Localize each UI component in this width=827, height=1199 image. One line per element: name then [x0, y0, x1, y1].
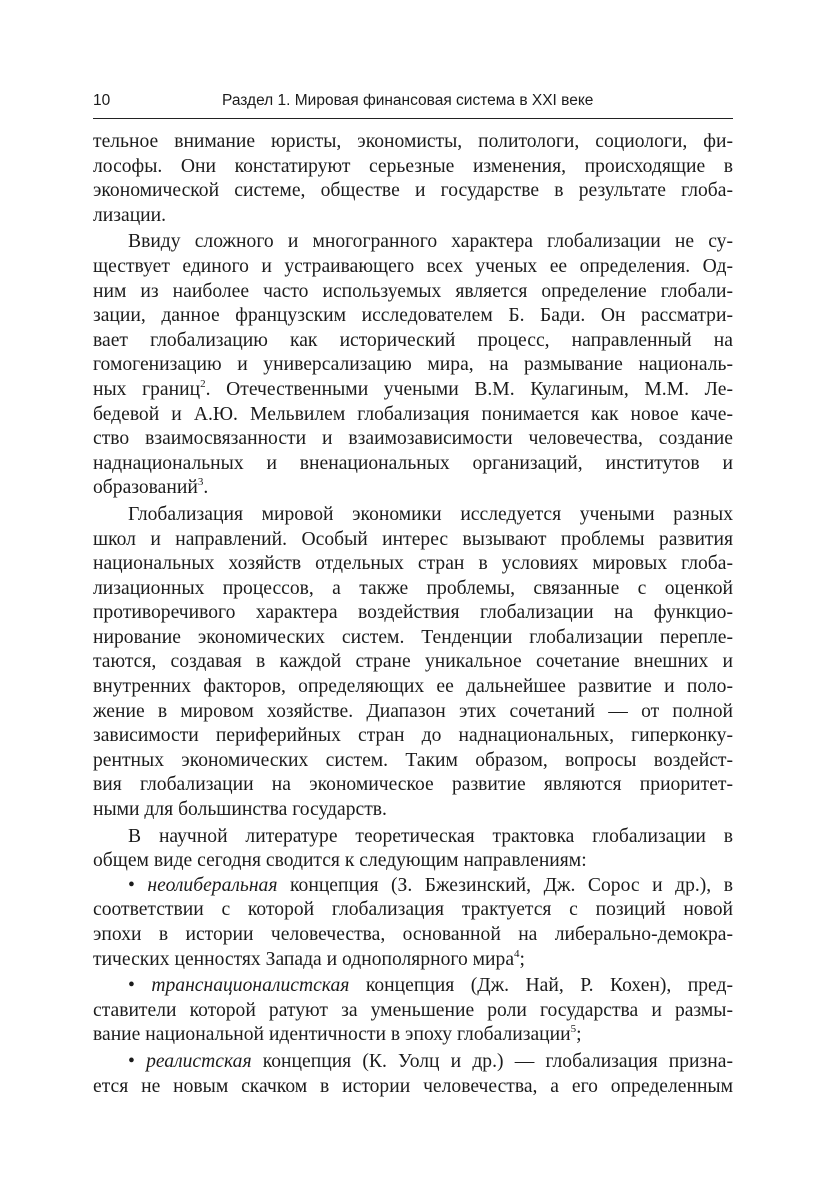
- paragraph-3: [93, 503, 733, 823]
- text-line: ним из наиболее часто используемых является определение глобали-: [93, 280, 733, 302]
- text-fragment: вание национальной идентичности в эпоху глобализации: [93, 1024, 571, 1046]
- bullet-icon: •: [128, 874, 135, 896]
- paragraph-4: [93, 825, 733, 874]
- text-line: экономической системе, обществе и государстве в результате глоба-: [93, 180, 733, 202]
- text-line: таются, создавая в каждой стране уникальное сочетание внешних и: [93, 651, 733, 673]
- footnote-ref-3[interactable]: 3: [197, 476, 204, 489]
- text-line: [93, 378, 733, 403]
- text-line: рентных экономических систем. Таким образом, вопросы воздейст-: [93, 749, 733, 771]
- text-line: ставители которой ратуют за уменьшение роли государства и размы-: [93, 999, 733, 1021]
- text-line: Глобализация мировой экономики исследуется учеными разных: [128, 503, 733, 525]
- text-line: ется не новым скачком в истории человечества, а его определенным: [93, 1075, 733, 1097]
- bullet-icon: •: [128, 1050, 135, 1072]
- text-fragment: .: [203, 477, 209, 499]
- text-line: Ввиду сложного и многогранного характера глобализации не су-: [128, 231, 733, 253]
- text-line: [93, 874, 733, 899]
- footnote-ref-2[interactable]: 2: [200, 377, 206, 390]
- paragraph-2: [93, 230, 733, 501]
- text-fragment: ;: [519, 948, 525, 970]
- text-fragment: ных границ: [93, 378, 201, 400]
- text-line: [93, 1050, 733, 1075]
- text-line: наднациональных и вненациональных организаций, институтов и: [93, 452, 733, 474]
- text-line: гомогенизацию и универсализацию мира, на размывание националь-: [93, 354, 733, 376]
- text-fragment: тических ценностях Запада и однополярного мира: [93, 948, 515, 970]
- term: реалистская: [146, 1050, 252, 1072]
- text-line: противоречивого характера воздействия глобализации на функцио-: [93, 602, 733, 624]
- body-text: [93, 130, 733, 1099]
- term: транснационалистская: [151, 975, 350, 997]
- running-title: Раздел 1. Мировая финансовая система в XXI веке: [222, 92, 594, 109]
- text-line: школ и направлений. Особый интерес вызывают проблемы развития: [93, 528, 733, 550]
- bullet-icon: •: [128, 975, 135, 997]
- text-line: вает глобализацию как исторический процесс, направленный на: [93, 329, 733, 351]
- text-fragment: концепция (Дж. Най, Р. Кохен), пред-: [349, 975, 733, 997]
- text-line: нирование экономических систем. Тенденции глобализации перепле-: [93, 626, 733, 648]
- text-line: ными для большинства государств.: [93, 799, 387, 821]
- text-line: внутренних факторов, определяющих ее дальнейшее развитие и поло-: [93, 676, 733, 698]
- header-rule: [93, 118, 733, 119]
- text-line: В научной литературе теоретическая трактовка глобализации в: [128, 825, 733, 847]
- text-line: [93, 1023, 733, 1048]
- text-fragment: образований: [93, 477, 198, 499]
- text-line: [93, 476, 733, 501]
- bullet-item-neoliberal: [93, 874, 733, 972]
- text-line: ство взаимосвязанности и взаимозависимости человечества, создание: [93, 428, 733, 450]
- text-fragment: ;: [576, 1024, 582, 1046]
- text-fragment: . Отечественными учеными В.М. Кулагиным, М.М. Ле-: [205, 378, 733, 400]
- bullet-item-transnationalist: [93, 974, 733, 1048]
- text-line: соответствии с которой глобализация трактуется с позиций новой: [93, 899, 733, 921]
- footnote-ref-5[interactable]: 5: [570, 1023, 577, 1036]
- text-fragment: концепция (З. Бжезинский, Дж. Сорос и др.), в: [277, 874, 733, 896]
- text-line: зависимости периферийных стран до наднациональных, гиперконку-: [93, 725, 733, 747]
- text-line: лософы. Они констатируют серьезные изменения, происходящие в: [93, 155, 733, 177]
- text-line: национальных хозяйств отдельных стран в условиях мировых глоба-: [93, 553, 733, 575]
- text-line: [93, 974, 733, 999]
- running-header: [93, 90, 733, 116]
- text-line: [93, 948, 733, 973]
- text-line: общем виде сегодня сводится к следующим направлениям:: [93, 850, 587, 872]
- term: неолиберальная: [147, 874, 278, 896]
- text-line: тельное внимание юристы, экономисты, политологи, социологи, фи-: [93, 131, 733, 152]
- text-fragment: концепция (К. Уолц и др.) — глобализация призна-: [251, 1050, 733, 1072]
- bullet-item-realist: [93, 1050, 733, 1099]
- footnote-ref-4[interactable]: 4: [514, 947, 520, 960]
- text-line: бедевой и А.Ю. Мельвилем глобализация понимается как новое каче-: [93, 403, 733, 425]
- text-line: жение в мировом хозяйстве. Диапазон этих сочетаний — от полной: [93, 700, 733, 722]
- text-line: лизационных процессов, а также проблемы, связанные с оценкой: [93, 577, 733, 599]
- text-line: вия глобализации на экономическое развитие являются приоритет-: [93, 774, 733, 796]
- page-number: 10: [93, 92, 111, 109]
- text-line: эпохи в истории человечества, основанной на либерально-демокра-: [93, 924, 733, 945]
- text-line: зации, данное французским исследователем Б. Бади. Он рассматри-: [93, 305, 733, 327]
- text-line: лизации.: [93, 204, 167, 226]
- paragraph-1: [93, 130, 733, 228]
- text-line: ществует единого и устраивающего всех ученых ее определения. Од-: [93, 255, 733, 277]
